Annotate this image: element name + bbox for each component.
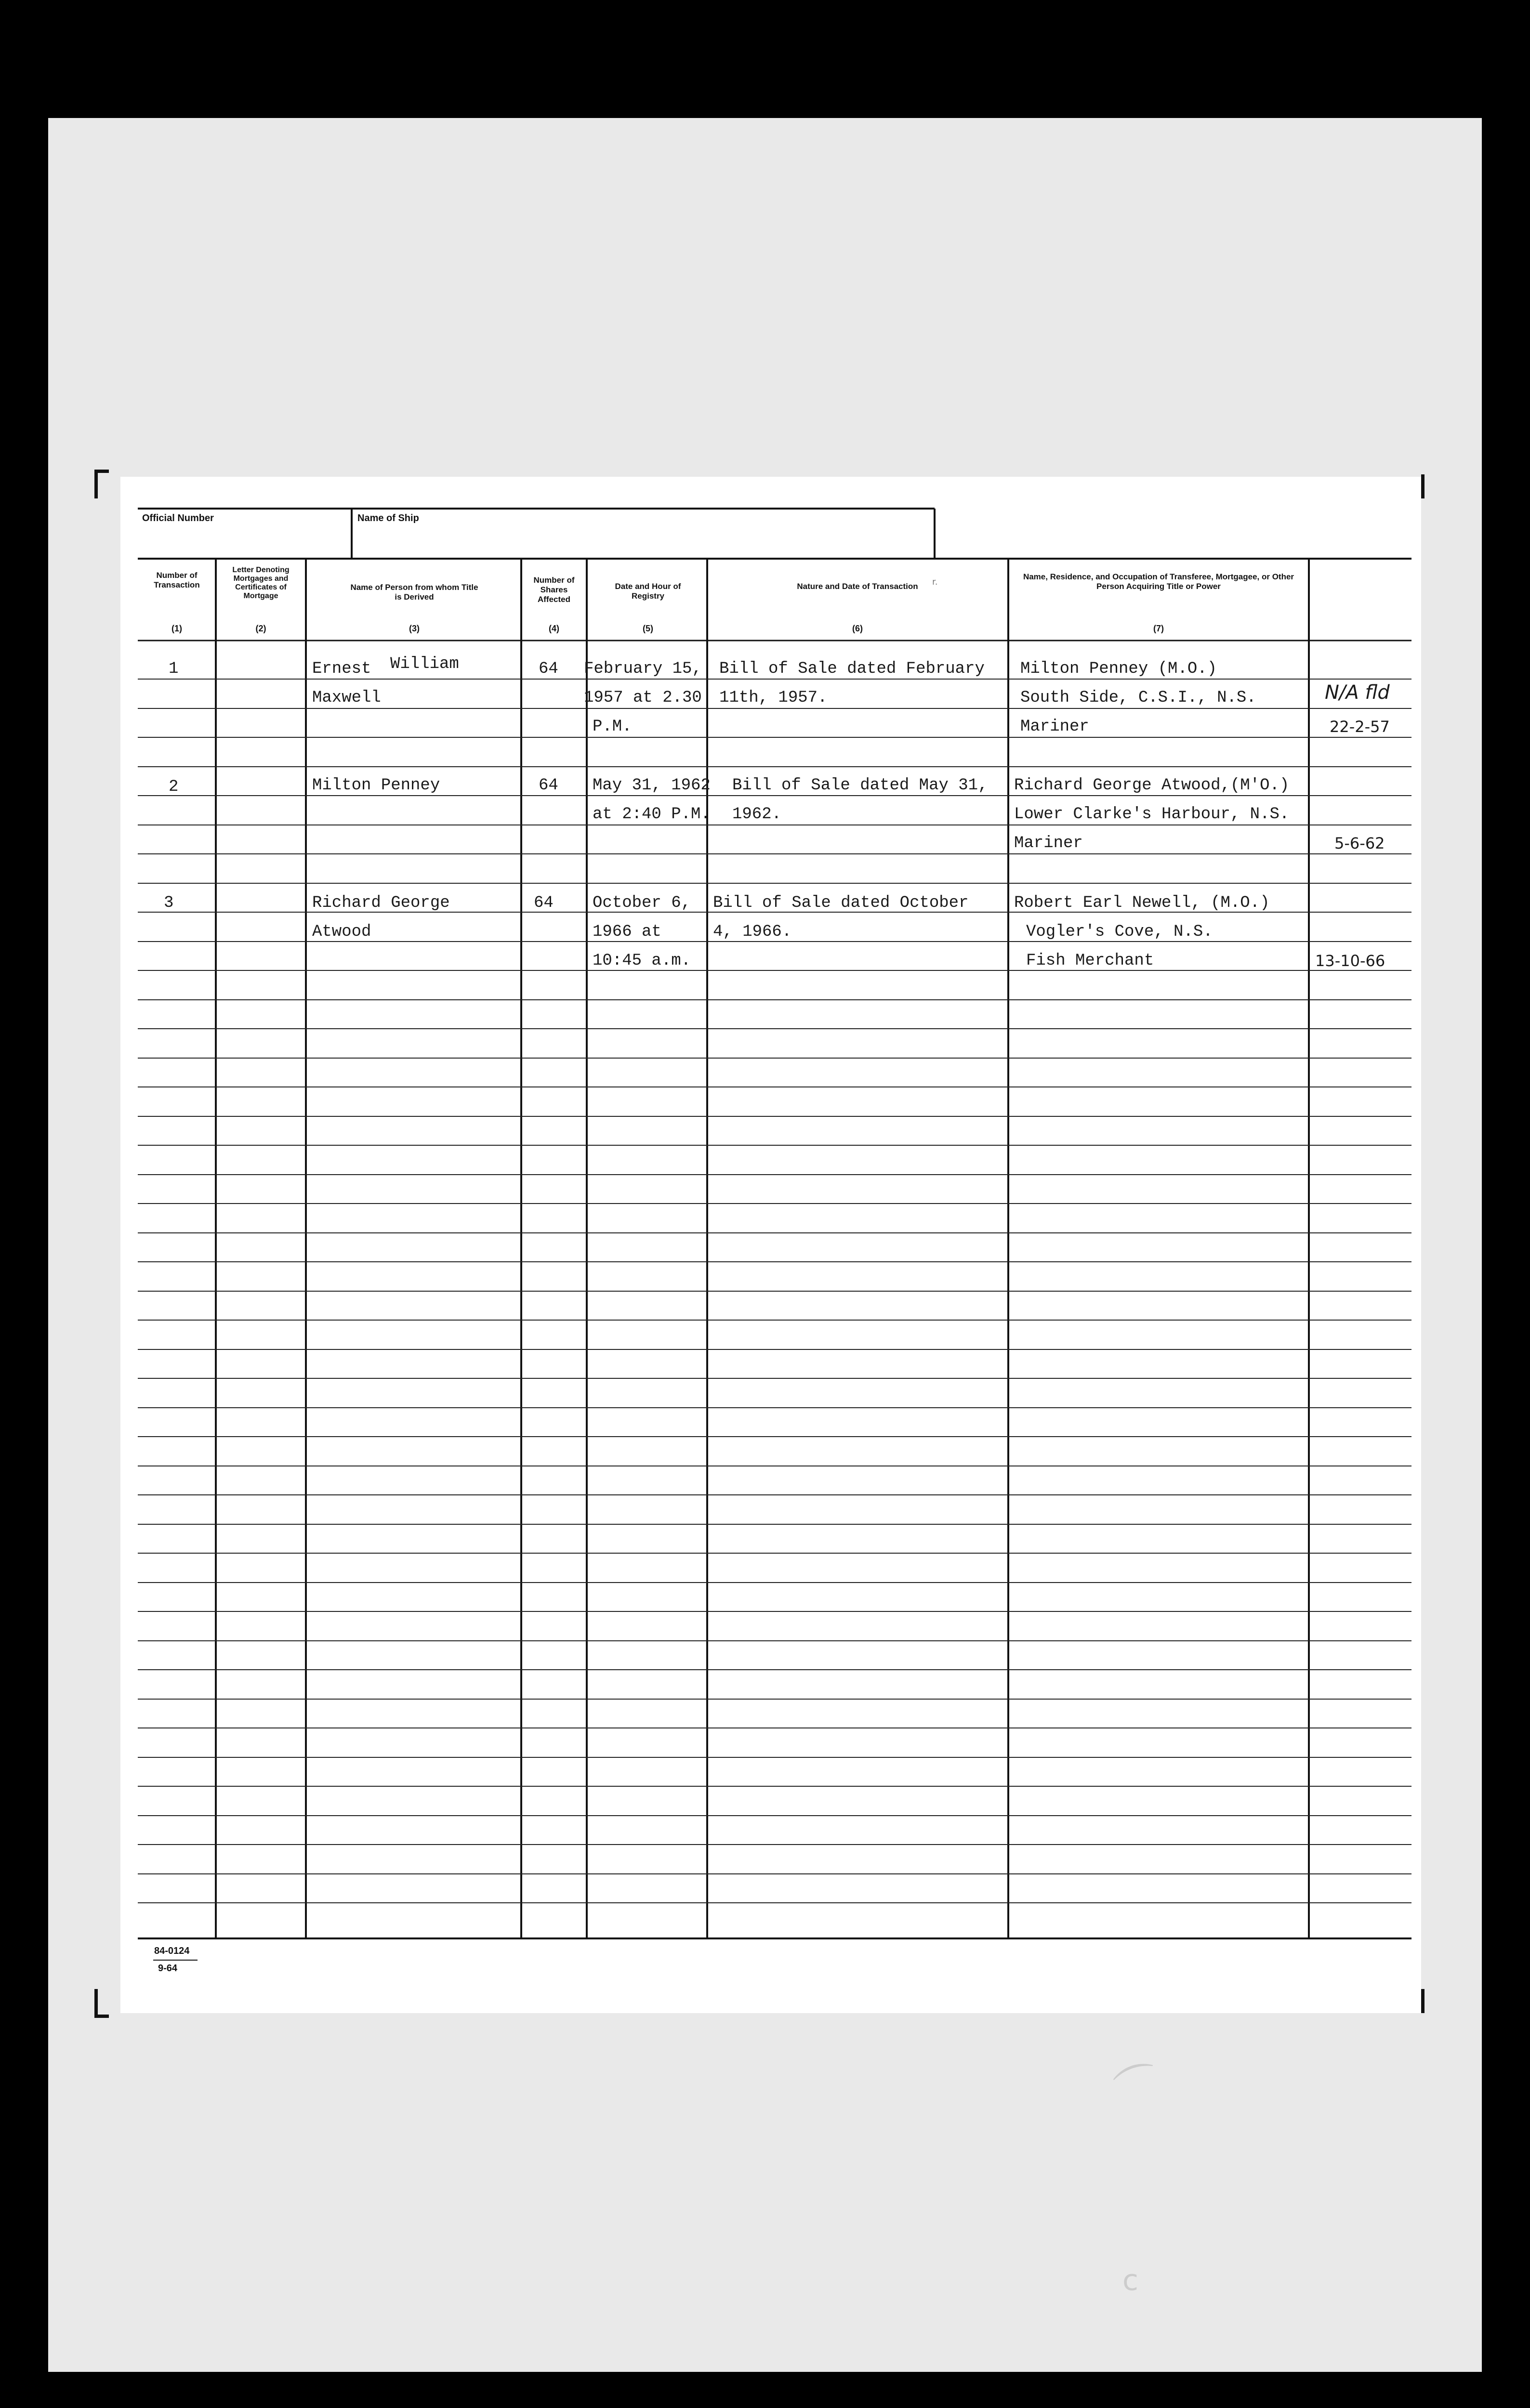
- entry-1-nature-line1: Bill of Sale dated February: [719, 660, 985, 678]
- entry-3-to-line1: Robert Earl Newell, (M.O.): [1014, 894, 1270, 912]
- entry-3-from-line1: Richard George: [312, 894, 450, 912]
- entry-2-to-line3: Mariner: [1014, 834, 1083, 852]
- entry-1-side-date: 22-2-57: [1330, 718, 1390, 736]
- form-grid-lines: [120, 477, 1421, 2013]
- entry-2-from-line1: Milton Penney: [312, 776, 440, 795]
- entry-3-to-line3: Fish Merchant: [1026, 952, 1154, 970]
- official-number-label: Official Number: [142, 513, 214, 523]
- stray-mark: r.: [932, 577, 938, 587]
- ship-registry-form: [120, 477, 1421, 2013]
- form-number: 84-0124: [154, 1946, 190, 1956]
- column-number-3: (3): [409, 624, 420, 633]
- column-header-1: Number of Transaction: [154, 571, 200, 589]
- entry-3-date-line2: 1966 at: [593, 923, 661, 941]
- name-of-ship-label: Name of Ship: [357, 513, 419, 523]
- entry-2-nature-line2: 1962.: [732, 805, 782, 824]
- entry-3-to-line2: Vogler's Cove, N.S.: [1026, 923, 1213, 941]
- entry-1-from-line1: Ernest: [312, 660, 371, 678]
- entry-1-to-line3: Mariner: [1020, 718, 1089, 736]
- entry-1-nature-line2: 11th, 1957.: [719, 689, 828, 707]
- crop-mark-top-left-h: [94, 470, 109, 473]
- column-header-7: Name, Residence, and Occupation of Transferee, Mortgagee, or Other Person Acquiring Title or Power: [1023, 572, 1294, 591]
- crop-mark-top-right: [1421, 474, 1424, 498]
- entry-1-date-line3: P.M.: [593, 718, 632, 736]
- entry-3-nature-line2: 4, 1966.: [713, 923, 792, 941]
- column-header-6: Nature and Date of Transaction: [797, 582, 918, 591]
- entry-2-number: 2: [169, 778, 179, 796]
- entry-1-date-line1: February 15,: [584, 660, 702, 678]
- column-number-2: (2): [255, 624, 266, 633]
- form-date: 9-64: [158, 1963, 178, 1974]
- column-number-1: (1): [171, 624, 182, 633]
- entry-3-number: 3: [164, 894, 174, 912]
- column-number-6: (6): [852, 624, 863, 633]
- column-header-2: Letter Denoting Mortgages and Certificates of Mortgage: [232, 566, 290, 600]
- entry-2-side-date: 5-6-62: [1334, 834, 1385, 852]
- scan-artifact-2: c: [1122, 2264, 1138, 2297]
- entry-1-from-line1b: William: [390, 655, 459, 673]
- entry-1-to-line1: Milton Penney (M.O.): [1020, 660, 1217, 678]
- crop-mark-bottom-left-h: [94, 2015, 109, 2018]
- entry-3-date-line3: 10:45 a.m.: [593, 952, 691, 970]
- entry-3-date-line1: October 6,: [593, 894, 691, 912]
- entry-2-shares: 64: [539, 776, 558, 795]
- entry-1-shares: 64: [539, 660, 558, 678]
- entry-3-nature-line1: Bill of Sale dated October: [713, 894, 969, 912]
- column-header-4: Number of Shares Affected: [533, 576, 575, 604]
- scan-artifact-1: ⌒: [1109, 2055, 1168, 2118]
- entry-1-date-line2: 1957 at 2.30: [584, 689, 702, 707]
- entry-2-date-line1: May 31, 1962: [593, 776, 711, 795]
- column-header-3: Name of Person from whom Title is Derived: [350, 583, 478, 602]
- crop-mark-bottom-left: [94, 1989, 98, 2018]
- entry-2-date-line2: at 2:40 P.M.: [593, 805, 711, 824]
- entry-1-from-line2: Maxwell: [312, 689, 381, 707]
- column-number-7: (7): [1153, 624, 1164, 633]
- entry-1-side-initial: N/A fld: [1325, 681, 1390, 704]
- entry-2-to-line1: Richard George Atwood,(M'O.): [1014, 776, 1290, 795]
- crop-mark-top-left: [94, 470, 98, 498]
- entry-3-shares: 64: [534, 894, 554, 912]
- entry-3-from-line2: Atwood: [312, 923, 371, 941]
- crop-mark-bottom-right: [1421, 1989, 1424, 2013]
- entry-1-to-line2: South Side, C.S.I., N.S.: [1020, 689, 1256, 707]
- entry-2-nature-line1: Bill of Sale dated May 31,: [732, 776, 988, 795]
- entry-2-to-line2: Lower Clarke's Harbour, N.S.: [1014, 805, 1290, 824]
- column-header-5: Date and Hour of Registry: [615, 582, 681, 601]
- column-number-5: (5): [643, 624, 653, 633]
- entry-1-number: 1: [169, 660, 179, 678]
- column-number-4: (4): [549, 624, 559, 633]
- entry-3-side-date: 13-10-66: [1315, 952, 1385, 970]
